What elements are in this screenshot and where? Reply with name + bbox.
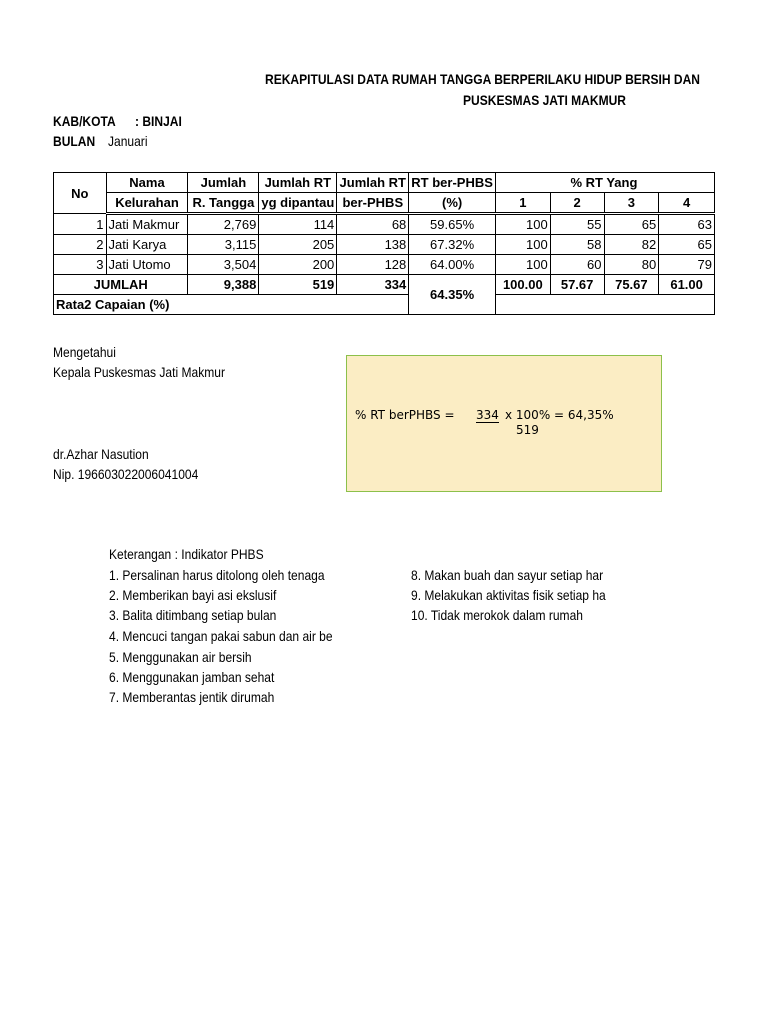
cell-i4: 65	[659, 235, 715, 255]
cell-jumlah: 3,504	[188, 255, 259, 275]
col-header-dipantau-1: Jumlah RT	[259, 173, 337, 193]
formula-times: x 100% = 64,35%	[505, 408, 614, 422]
table-row	[54, 214, 715, 235]
formula-box	[346, 355, 662, 492]
indikator-item-7: 7. Memberantas jentik dirumah	[109, 689, 275, 705]
indikator-item-4: 4. Mencuci tangan pakai sabun dan air be	[109, 628, 333, 644]
cell-i3: 82	[604, 235, 659, 255]
numerator-value: 334	[476, 408, 499, 422]
indikator-item-9: 9. Melakukan aktivitas fisik setiap ha	[411, 587, 606, 603]
col-header-group: % RT Yang	[495, 173, 714, 193]
total-label: JUMLAH	[54, 275, 188, 295]
total-berphbs: 334	[337, 275, 409, 295]
cell-jumlah: 3,115	[188, 235, 259, 255]
indikator-item-2: 2. Memberikan bayi asi ekslusif	[109, 587, 277, 603]
cell-pct: 64.00%	[409, 255, 496, 275]
indikator-item-10: 10. Tidak merokok dalam rumah	[411, 607, 583, 623]
cell-jumlah: 2,769	[188, 214, 259, 235]
total-i3: 75.67	[604, 275, 659, 295]
col-header-berphbs-1: Jumlah RT	[337, 173, 409, 193]
col-header-nama-2: Kelurahan	[106, 193, 188, 214]
table-row	[54, 255, 715, 275]
rata-empty	[495, 295, 714, 315]
rata-label: Rata2 Capaian (%)	[54, 295, 409, 315]
cell-i4: 79	[659, 255, 715, 275]
keterangan-title: Keterangan : Indikator PHBS	[109, 546, 264, 562]
col-header-jumlah-1: Jumlah	[188, 173, 259, 193]
table-row	[54, 235, 715, 255]
kab-kota-label: KAB/KOTA	[53, 113, 116, 129]
header-row-1	[54, 173, 715, 193]
cell-dipantau: 114	[259, 214, 337, 235]
cell-i4: 63	[659, 214, 715, 235]
formula-label: % RT berPHBS =	[355, 408, 455, 422]
total-i4: 61.00	[659, 275, 715, 295]
cell-nama: Jati Utomo	[106, 255, 188, 275]
cell-berphbs: 128	[337, 255, 409, 275]
cell-berphbs: 68	[337, 214, 409, 235]
cell-i2: 58	[550, 235, 604, 255]
bulan-value: Januari	[108, 133, 148, 149]
cell-dipantau: 205	[259, 235, 337, 255]
kab-kota-value: : BINJAI	[135, 113, 182, 129]
signer-name: dr.Azhar Nasution	[53, 446, 149, 462]
kepala-puskesmas-text: Kepala Puskesmas Jati Makmur	[53, 364, 225, 380]
formula-numerator	[476, 408, 499, 423]
indikator-item-8: 8. Makan buah dan sayur setiap har	[411, 567, 604, 583]
bulan-label: BULAN	[53, 133, 96, 149]
total-row	[54, 275, 715, 295]
cell-nama: Jati Karya	[106, 235, 188, 255]
indikator-item-1: 1. Persalinan harus ditolong oleh tenaga	[109, 567, 325, 583]
cell-i1: 100	[495, 235, 550, 255]
col-header-indikator-4: 4	[659, 193, 715, 214]
cell-no: 1	[54, 214, 107, 235]
col-header-pct-2: (%)	[409, 193, 496, 214]
col-header-nama-1: Nama	[106, 173, 188, 193]
cell-nama: Jati Makmur	[106, 214, 188, 235]
cell-no: 3	[54, 255, 107, 275]
report-title-line2: PUSKESMAS JATI MAKMUR	[463, 92, 626, 108]
col-header-pct-1: RT ber-PHBS	[409, 173, 496, 193]
total-i1: 100.00	[495, 275, 550, 295]
cell-i2: 60	[550, 255, 604, 275]
cell-i3: 65	[604, 214, 659, 235]
col-header-indikator-3: 3	[604, 193, 659, 214]
cell-i1: 100	[495, 214, 550, 235]
total-i2: 57.67	[550, 275, 604, 295]
col-header-indikator-2: 2	[550, 193, 604, 214]
col-header-jumlah-2: R. Tangga	[188, 193, 259, 214]
rekap-table-area	[53, 170, 715, 325]
total-pct: 64.35%	[409, 275, 496, 315]
cell-no: 2	[54, 235, 107, 255]
indikator-item-6: 6. Menggunakan jamban sehat	[109, 669, 275, 685]
total-jumlah: 9,388	[188, 275, 259, 295]
total-dipantau: 519	[259, 275, 337, 295]
indikator-item-5: 5. Menggunakan air bersih	[109, 649, 252, 665]
header-row-2	[54, 193, 715, 214]
formula-denominator: 519	[516, 423, 539, 437]
col-header-dipantau-2: yg dipantau	[259, 193, 337, 214]
cell-berphbs: 138	[337, 235, 409, 255]
cell-i3: 80	[604, 255, 659, 275]
col-header-berphbs-2: ber-PHBS	[337, 193, 409, 214]
mengetahui-text: Mengetahui	[53, 344, 116, 360]
report-title-line1: REKAPITULASI DATA RUMAH TANGGA BERPERILAKU HIDUP BERSIH DAN	[265, 71, 701, 87]
col-header-no: No	[54, 173, 107, 214]
col-header-indikator-1: 1	[495, 193, 550, 214]
cell-pct: 67.32%	[409, 235, 496, 255]
signer-nip: Nip. 196603022006041004	[53, 466, 199, 482]
cell-dipantau: 200	[259, 255, 337, 275]
rata-row	[54, 295, 715, 315]
indikator-item-3: 3. Balita ditimbang setiap bulan	[109, 607, 277, 623]
rekap-table	[53, 172, 715, 315]
cell-pct: 59.65%	[409, 214, 496, 235]
cell-i1: 100	[495, 255, 550, 275]
cell-i2: 55	[550, 214, 604, 235]
